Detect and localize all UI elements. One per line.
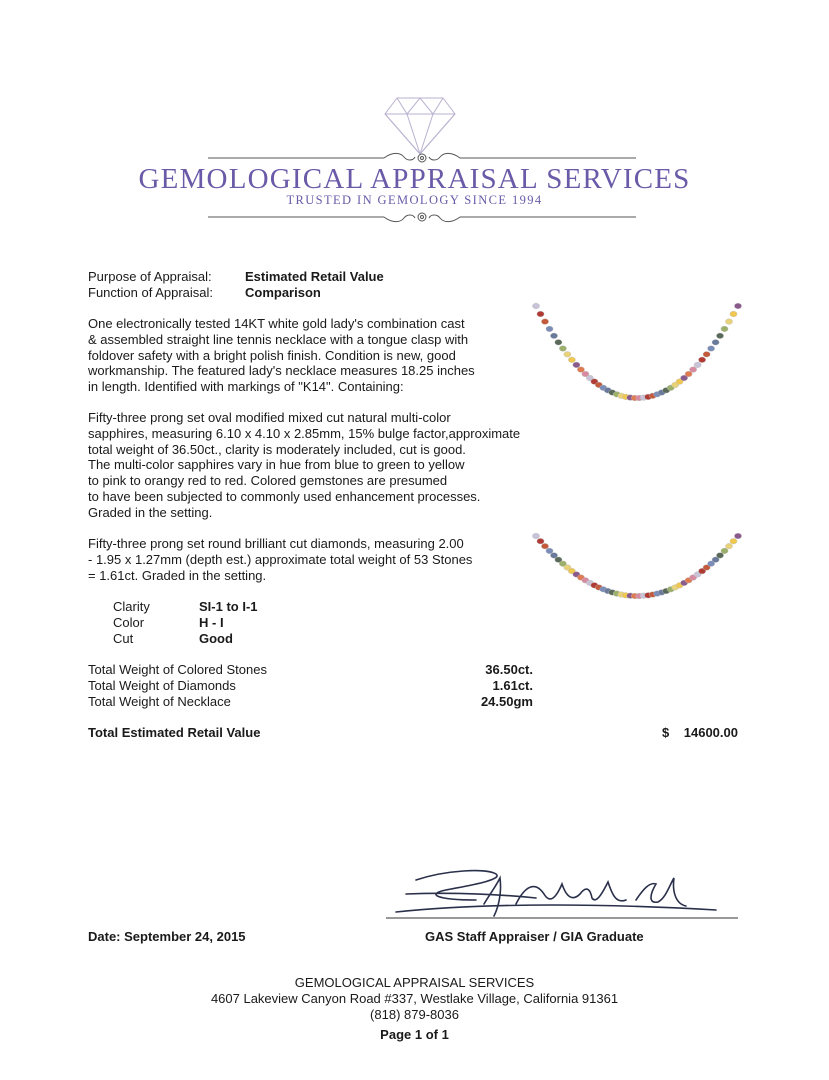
cut-value: Good bbox=[199, 631, 233, 646]
appraisal-date: Date: September 24, 2015 bbox=[88, 929, 246, 944]
gem-bead bbox=[559, 346, 566, 352]
total-necklace-label: Total Weight of Necklace bbox=[88, 694, 231, 709]
gem-bead bbox=[537, 311, 544, 317]
gem-bead bbox=[708, 346, 715, 352]
gem-bead bbox=[541, 543, 548, 549]
description-line: One electronically tested 14KT white gold lady's combination cast bbox=[88, 316, 465, 331]
gem-bead bbox=[532, 303, 539, 309]
diamonds-line: - 1.95 x 1.27mm (depth est.) approximate total weight of 53 Stones bbox=[88, 551, 473, 567]
total-colored-stones-value: 36.50ct. bbox=[485, 662, 533, 677]
sapphires-line: to pink to orangy red to red. Colored gemstones are presumed bbox=[88, 473, 448, 489]
sapphires-line: Fifty-three prong set oval modified mixed cut natural multi-color bbox=[88, 410, 451, 425]
description-line: foldover safety with a bright polish finish. Condition is new, good bbox=[88, 347, 456, 363]
gem-bead bbox=[730, 538, 737, 544]
color-label: Color bbox=[113, 615, 145, 630]
gem-bead bbox=[546, 326, 553, 332]
gem-bead bbox=[550, 333, 557, 339]
total-necklace-value: 24.50gm bbox=[480, 694, 533, 709]
color-value: H - I bbox=[199, 615, 224, 630]
purpose-label: Purpose of Appraisal: bbox=[88, 269, 212, 284]
description-line: & assembled straight line tennis necklace with a tongue clasp with bbox=[88, 331, 469, 347]
necklace-photo-top bbox=[530, 298, 744, 410]
sapphires-line: total weight of 36.50ct., clarity is moderately included, cut is good. bbox=[88, 441, 466, 457]
gem-bead bbox=[532, 533, 539, 539]
gem-bead bbox=[690, 367, 697, 373]
gem-bead bbox=[716, 333, 723, 339]
footer-phone: (818) 879-8036 bbox=[370, 1007, 459, 1022]
description-line: workmanship. The featured lady's necklace measures 18.25 inches bbox=[88, 363, 475, 379]
diamond-logo-icon bbox=[383, 96, 457, 156]
sapphires-line: The multi-color sapphires vary in hue from blue to green to yellow bbox=[88, 457, 465, 473]
retail-currency: $ bbox=[662, 725, 670, 740]
gem-bead bbox=[721, 326, 728, 332]
clarity-value: SI-1 to I-1 bbox=[199, 599, 258, 614]
brand-name: GEMOLOGICAL APPRAISAL SERVICES bbox=[138, 163, 691, 195]
appraiser-title: GAS Staff Appraiser / GIA Graduate bbox=[425, 929, 644, 944]
gem-bead bbox=[541, 319, 548, 325]
brand-tagline: TRUSTED IN GEMOLOGY SINCE 1994 bbox=[286, 193, 543, 207]
sapphires-line: to have been subjected to commonly used enhancement processes. bbox=[88, 488, 481, 504]
gem-bead bbox=[734, 303, 741, 309]
diamonds-paragraph bbox=[88, 536, 472, 583]
gem-bead bbox=[703, 352, 710, 358]
description-line: in length. Identified with markings of "K14". Containing: bbox=[88, 379, 404, 395]
footer-address: 4607 Lakeview Canyon Road #337, Westlake Village, California 91361 bbox=[210, 991, 619, 1006]
total-diamonds-label: Total Weight of Diamonds bbox=[88, 678, 236, 693]
appraiser-signature bbox=[386, 864, 738, 924]
gem-bead bbox=[568, 357, 575, 363]
gem-bead bbox=[537, 538, 544, 544]
total-diamonds-value: 1.61ct. bbox=[492, 678, 533, 693]
necklace-photo-bottom bbox=[530, 526, 744, 626]
retail-value-label: Total Estimated Retail Value bbox=[88, 725, 261, 740]
purpose-value: Estimated Retail Value bbox=[245, 269, 384, 284]
gem-bead bbox=[734, 533, 741, 539]
cut-label: Cut bbox=[113, 631, 134, 646]
sapphires-line: sapphires, measuring 6.10 x 4.10 x 2.85mm, 15% bulge factor,approximate bbox=[88, 425, 521, 441]
gem-bead bbox=[730, 311, 737, 317]
gem-bead bbox=[555, 340, 562, 346]
description-paragraph bbox=[88, 316, 475, 395]
gem-bead bbox=[564, 352, 571, 358]
sapphires-line: Graded in the setting. bbox=[88, 504, 213, 520]
clarity-label: Clarity bbox=[113, 599, 150, 614]
gem-bead bbox=[573, 362, 580, 368]
gem-bead bbox=[712, 340, 719, 346]
gem-bead bbox=[694, 362, 701, 368]
total-colored-stones-label: Total Weight of Colored Stones bbox=[88, 662, 267, 677]
bottom-ornament-rule bbox=[208, 210, 636, 224]
retail-amount: 14600.00 bbox=[683, 725, 738, 740]
sapphires-paragraph bbox=[88, 410, 520, 521]
diamonds-line: Fifty-three prong set round brilliant cut diamonds, measuring 2.00 bbox=[88, 536, 464, 551]
diamonds-line: = 1.61ct. Graded in the setting. bbox=[88, 567, 267, 583]
gem-bead bbox=[699, 357, 706, 363]
footer-company: GEMOLOGICAL APPRAISAL SERVICES bbox=[294, 975, 535, 990]
function-label: Function of Appraisal: bbox=[88, 285, 214, 300]
function-value: Comparison bbox=[245, 285, 321, 300]
page-number: Page 1 of 1 bbox=[380, 1027, 449, 1042]
gem-bead bbox=[725, 319, 732, 325]
gem-bead bbox=[721, 548, 728, 554]
gem-bead bbox=[725, 543, 732, 549]
